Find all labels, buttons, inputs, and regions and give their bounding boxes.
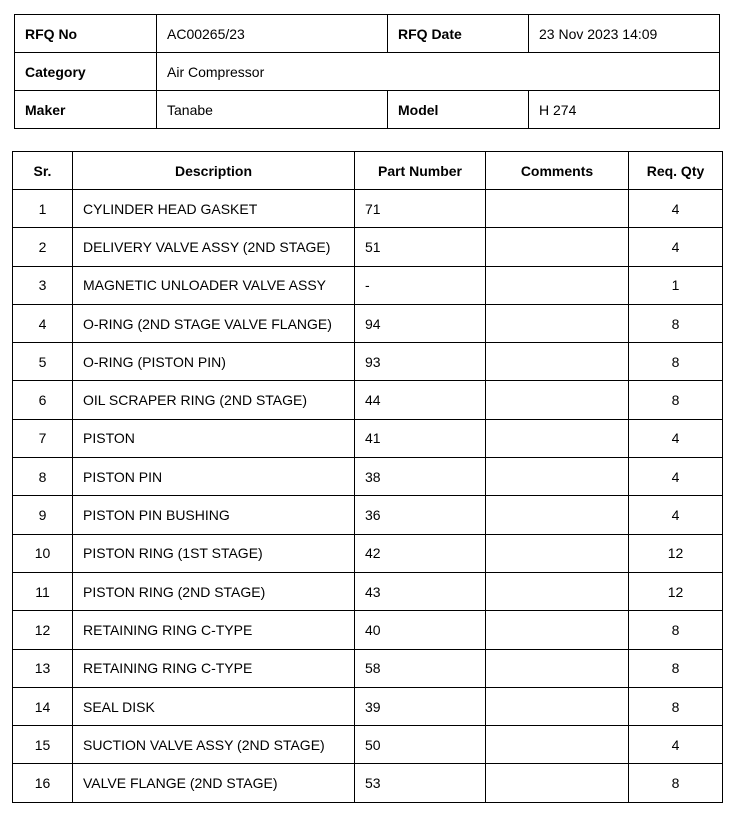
cell-sr: 9 — [13, 496, 73, 534]
table-row — [13, 304, 723, 342]
model-label: Model — [388, 91, 529, 129]
cell-req-qty: 4 — [629, 496, 723, 534]
col-header-part-number: Part Number — [355, 152, 486, 190]
cell-comments — [486, 687, 629, 725]
cell-req-qty: 8 — [629, 343, 723, 381]
cell-comments — [486, 343, 629, 381]
cell-req-qty: 8 — [629, 687, 723, 725]
cell-comments — [486, 496, 629, 534]
cell-sr: 1 — [13, 190, 73, 228]
rfq-no-label: RFQ No — [15, 15, 157, 53]
cell-part-number: 40 — [355, 611, 486, 649]
cell-part-number: 41 — [355, 419, 486, 457]
rfq-no-value: AC00265/23 — [157, 15, 388, 53]
cell-sr: 8 — [13, 458, 73, 496]
cell-req-qty: 4 — [629, 419, 723, 457]
cell-description: O-RING (2ND STAGE VALVE FLANGE) — [73, 304, 355, 342]
col-header-comments: Comments — [486, 152, 629, 190]
cell-sr: 14 — [13, 687, 73, 725]
cell-req-qty: 8 — [629, 304, 723, 342]
table-row — [13, 343, 723, 381]
table-row — [13, 764, 723, 802]
table-row — [13, 572, 723, 610]
cell-req-qty: 12 — [629, 534, 723, 572]
cell-part-number: 93 — [355, 343, 486, 381]
cell-description: DELIVERY VALVE ASSY (2ND STAGE) — [73, 228, 355, 266]
cell-part-number: 43 — [355, 572, 486, 610]
table-row — [13, 266, 723, 304]
cell-description: SUCTION VALVE ASSY (2ND STAGE) — [73, 726, 355, 764]
cell-description: PISTON RING (2ND STAGE) — [73, 572, 355, 610]
cell-part-number: 71 — [355, 190, 486, 228]
cell-sr: 15 — [13, 726, 73, 764]
cell-req-qty: 8 — [629, 764, 723, 802]
rfq-date-label: RFQ Date — [388, 15, 529, 53]
cell-sr: 3 — [13, 266, 73, 304]
table-row — [13, 228, 723, 266]
maker-label: Maker — [15, 91, 157, 129]
cell-part-number: 42 — [355, 534, 486, 572]
table-row — [13, 458, 723, 496]
cell-description: PISTON PIN BUSHING — [73, 496, 355, 534]
table-row — [13, 649, 723, 687]
cell-description: OIL SCRAPER RING (2ND STAGE) — [73, 381, 355, 419]
cell-comments — [486, 572, 629, 610]
table-row — [13, 534, 723, 572]
cell-comments — [486, 228, 629, 266]
cell-part-number: 51 — [355, 228, 486, 266]
table-row — [13, 687, 723, 725]
cell-comments — [486, 764, 629, 802]
cell-sr: 13 — [13, 649, 73, 687]
maker-value: Tanabe — [157, 91, 388, 129]
cell-part-number: 58 — [355, 649, 486, 687]
col-header-req-qty: Req. Qty — [629, 152, 723, 190]
cell-req-qty: 12 — [629, 572, 723, 610]
rfq-date-value: 23 Nov 2023 14:09 — [529, 15, 720, 53]
cell-part-number: 39 — [355, 687, 486, 725]
cell-comments — [486, 726, 629, 764]
cell-sr: 6 — [13, 381, 73, 419]
cell-sr: 16 — [13, 764, 73, 802]
cell-sr: 4 — [13, 304, 73, 342]
cell-comments — [486, 190, 629, 228]
cell-req-qty: 8 — [629, 649, 723, 687]
table-row — [13, 381, 723, 419]
cell-part-number: 36 — [355, 496, 486, 534]
table-row — [13, 190, 723, 228]
cell-description: PISTON PIN — [73, 458, 355, 496]
cell-sr: 7 — [13, 419, 73, 457]
cell-part-number: - — [355, 266, 486, 304]
cell-sr: 2 — [13, 228, 73, 266]
cell-comments — [486, 304, 629, 342]
cell-comments — [486, 611, 629, 649]
cell-sr: 11 — [13, 572, 73, 610]
cell-description: MAGNETIC UNLOADER VALVE ASSY — [73, 266, 355, 304]
cell-comments — [486, 419, 629, 457]
cell-description: VALVE FLANGE (2ND STAGE) — [73, 764, 355, 802]
model-value: H 274 — [529, 91, 720, 129]
table-row — [13, 419, 723, 457]
cell-part-number: 44 — [355, 381, 486, 419]
cell-description: RETAINING RING C-TYPE — [73, 611, 355, 649]
rfq-info-row — [15, 15, 720, 53]
cell-description: O-RING (PISTON PIN) — [73, 343, 355, 381]
maker-model-row — [15, 91, 720, 129]
category-row — [15, 53, 720, 91]
table-row — [13, 611, 723, 649]
cell-sr: 10 — [13, 534, 73, 572]
cell-description: RETAINING RING C-TYPE — [73, 649, 355, 687]
col-header-sr: Sr. — [13, 152, 73, 190]
table-row — [13, 726, 723, 764]
cell-part-number: 38 — [355, 458, 486, 496]
cell-req-qty: 4 — [629, 228, 723, 266]
cell-comments — [486, 534, 629, 572]
cell-comments — [486, 381, 629, 419]
table-header-row — [13, 152, 723, 190]
cell-comments — [486, 266, 629, 304]
cell-part-number: 94 — [355, 304, 486, 342]
cell-req-qty: 4 — [629, 458, 723, 496]
cell-description: PISTON RING (1ST STAGE) — [73, 534, 355, 572]
cell-sr: 12 — [13, 611, 73, 649]
category-label: Category — [15, 53, 157, 91]
cell-comments — [486, 649, 629, 687]
cell-description: CYLINDER HEAD GASKET — [73, 190, 355, 228]
table-row — [13, 496, 723, 534]
category-value: Air Compressor — [157, 53, 720, 91]
cell-req-qty: 8 — [629, 381, 723, 419]
cell-description: PISTON — [73, 419, 355, 457]
cell-req-qty: 4 — [629, 190, 723, 228]
rfq-info-table — [14, 14, 720, 129]
col-header-description: Description — [73, 152, 355, 190]
cell-part-number: 53 — [355, 764, 486, 802]
cell-req-qty: 1 — [629, 266, 723, 304]
parts-table — [12, 151, 723, 803]
cell-part-number: 50 — [355, 726, 486, 764]
cell-req-qty: 4 — [629, 726, 723, 764]
cell-comments — [486, 458, 629, 496]
cell-description: SEAL DISK — [73, 687, 355, 725]
cell-req-qty: 8 — [629, 611, 723, 649]
cell-sr: 5 — [13, 343, 73, 381]
